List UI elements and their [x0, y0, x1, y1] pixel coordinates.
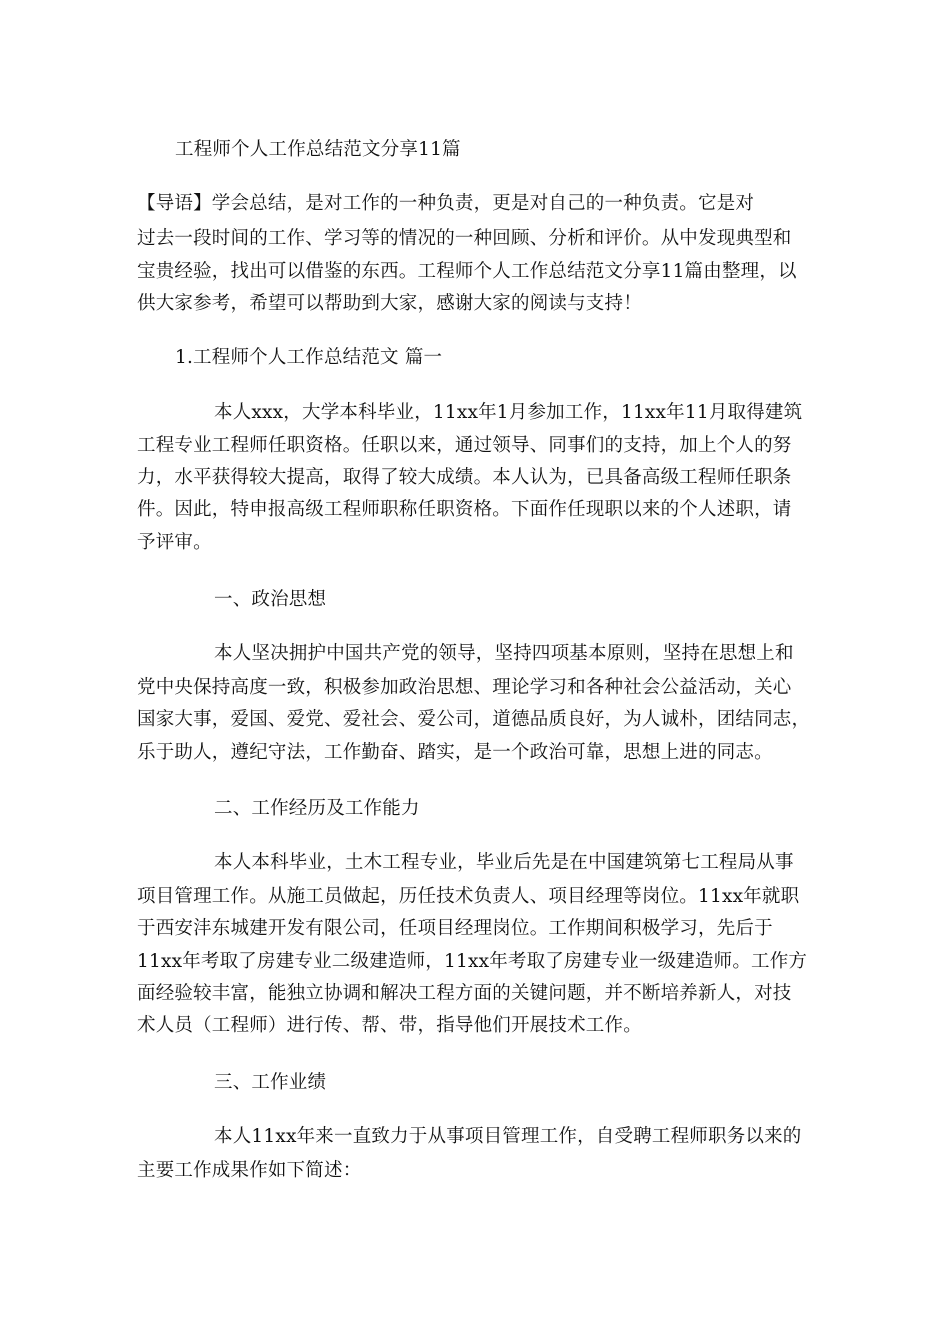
paragraph-line: 乐于助人，遵纪守法，工作勤奋、踏实，是一个政治可靠，思想上进的同志。: [137, 742, 773, 763]
intro-line: 供大家参考，希望可以帮助到大家，感谢大家的阅读与支持！: [137, 293, 642, 314]
paragraph-line: 主要工作成果作如下简述：: [137, 1160, 362, 1181]
intro-line: 过去一段时间的工作、学习等的情况的一种回顾、分析和评价。从中发现典型和: [137, 228, 792, 249]
paragraph-line: 于西安沣东城建开发有限公司，任项目经理岗位。工作期间积极学习，先后于: [137, 918, 773, 939]
paragraph-line: 本人坚决拥护中国共产党的领导，坚持四项基本原则，坚持在思想上和: [214, 643, 794, 664]
paragraph-line: 党中央保持高度一致，积极参加政治思想、理论学习和各种社会公益活动，关心: [137, 677, 792, 698]
section-heading-achievements: 三、工作业绩: [214, 1072, 327, 1093]
paragraph-line: 术人员（工程师）进行传、帮、带，指导他们开展技术工作。: [137, 1015, 642, 1036]
paragraph-line: 本人本科毕业，土木工程专业，毕业后先是在中国建筑第七工程局从事: [214, 852, 794, 873]
intro-line: 【导语】学会总结，是对工作的一种负责，更是对自己的一种负责。它是对: [137, 193, 755, 214]
paragraph-line: 力，水平获得较大提高，取得了较大成绩。本人认为，已具备高级工程师任职条: [137, 467, 792, 488]
section-heading-experience: 二、工作经历及工作能力: [214, 798, 420, 819]
paragraph-line: 本人xxx，大学本科毕业，11xx年1月参加工作，11xx年11月取得建筑: [214, 402, 803, 423]
paragraph-line: 项目管理工作。从施工员做起，历任技术负责人、项目经理等岗位。11xx年就职: [137, 886, 800, 907]
paragraph-line: 本人11xx年来一直致力于从事项目管理工作，自受聘工程师职务以来的: [214, 1126, 802, 1147]
section-heading-politics: 一、政治思想: [214, 589, 327, 610]
document-title: 工程师个人工作总结范文分享11篇: [175, 139, 461, 160]
paragraph-line: 国家大事，爱国、爱党、爱社会、爱公司，道德品质良好，为人诚朴，团结同志，: [137, 709, 811, 730]
intro-line: 宝贵经验，找出可以借鉴的东西。工程师个人工作总结范文分享11篇由整理，以: [137, 261, 797, 282]
paragraph-line: 工程专业工程师任职资格。任职以来，通过领导、同事们的支持，加上个人的努: [137, 435, 792, 456]
paragraph-line: 予评审。: [137, 532, 212, 553]
article-heading: 1.工程师个人工作总结范文 篇一: [175, 347, 443, 368]
paragraph-line: 件。因此，特申报高级工程师职称任职资格。下面作任现职以来的个人述职，请: [137, 499, 792, 520]
paragraph-line: 11xx年考取了房建专业二级建造师，11xx年考取了房建专业一级建造师。工作方: [137, 951, 808, 972]
paragraph-line: 面经验较丰富，能独立协调和解决工程方面的关键问题，并不断培养新人，对技: [137, 983, 792, 1004]
